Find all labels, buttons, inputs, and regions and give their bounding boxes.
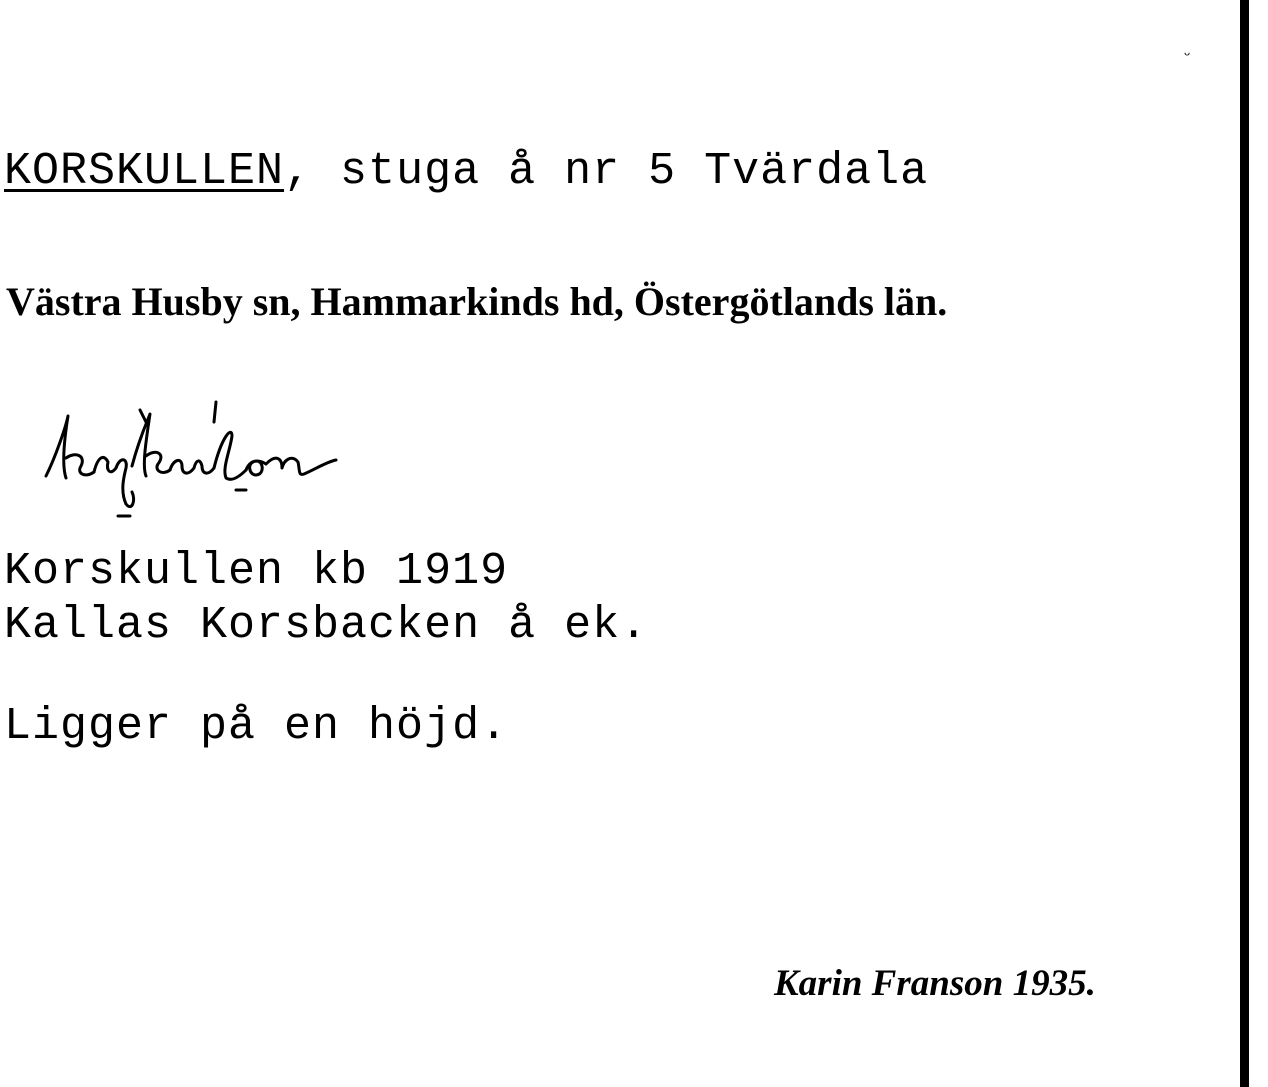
handwritten-pronunciation [36, 396, 376, 526]
note-line-1: Korskullen kb 1919 [4, 546, 509, 597]
place-description: , stuga å nr 5 Tvärdala [284, 146, 929, 197]
note-line-3: Ligger på en höjd. [4, 701, 509, 752]
signature: Karin Franson 1935. [774, 963, 1096, 1004]
headline [4, 146, 928, 197]
note-line-2: Kallas Korsbacken å ek. [4, 600, 649, 651]
card-edge [1240, 0, 1249, 1087]
parish-line: Västra Husby sn, Hammarkinds hd, Östergötlands län. [6, 279, 948, 324]
corner-mark: ᵕ [1184, 46, 1191, 65]
place-name: KORSKULLEN [4, 146, 285, 197]
